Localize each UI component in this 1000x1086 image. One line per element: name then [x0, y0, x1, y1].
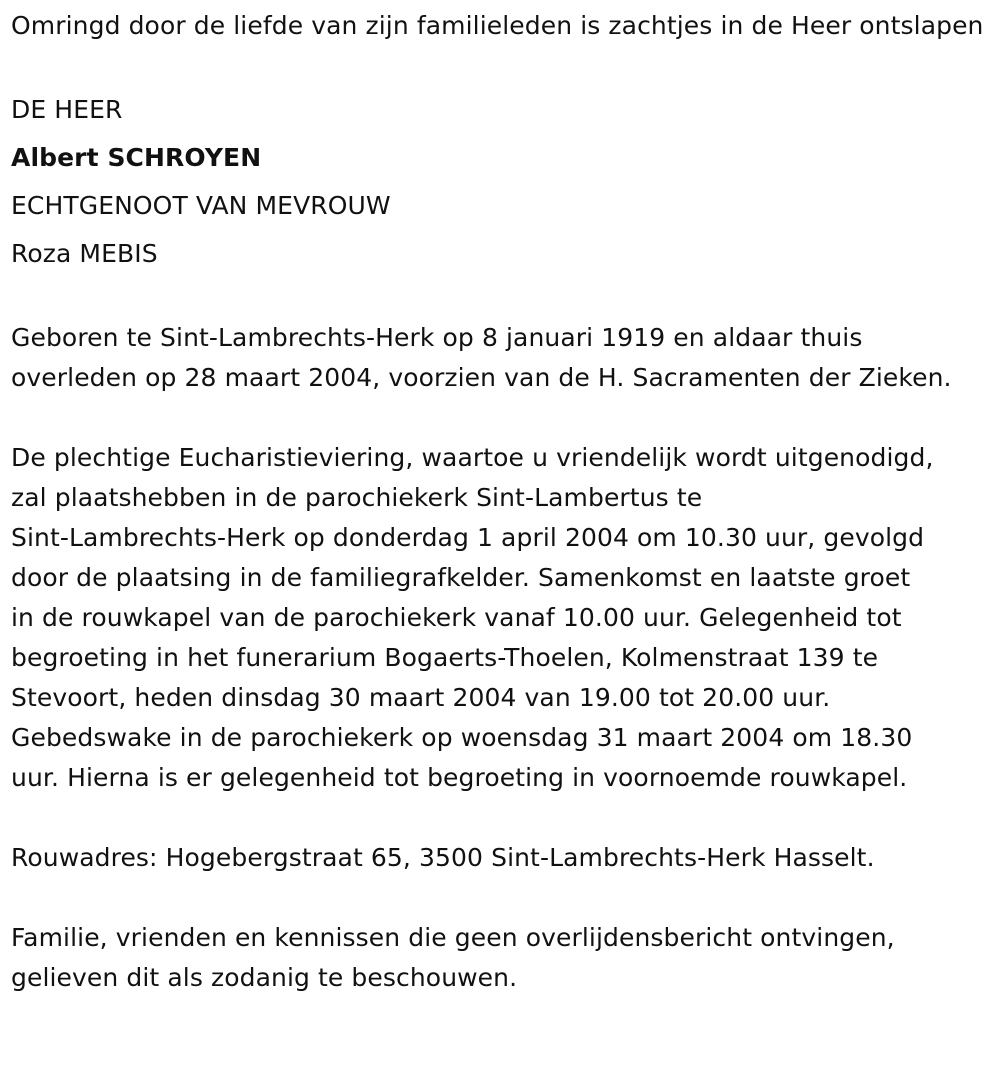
- mourning-address: Rouwadres: Hogebergstraat 65, 3500 Sint-Lambrechts-Herk Hasselt.: [11, 843, 875, 872]
- ceremony-line: door de plaatsing in de familiegrafkelder. Samenkomst en laatste groet: [11, 563, 911, 592]
- title-line: DE HEER: [11, 95, 123, 124]
- closing-text: Familie, vrienden en kennissen die geen overlijdensbericht ontvingen, gelieven dit als zodanig te beschouwen.: [11, 923, 895, 992]
- ceremony-line: uur. Hierna is er gelegenheid tot begroeting in voornoemde rouwkapel.: [11, 763, 908, 792]
- birth-death-paragraph: Geboren te Sint-Lambrechts-Herk op 8 januari 1919 en aldaar thuis overleden op 28 maart 2004, voorzien van de H. Sacramenten der Zieken.: [11, 323, 952, 392]
- ceremony-line: Stevoort, heden dinsdag 30 maart 2004 van 19.00 tot 20.00 uur.: [11, 683, 831, 712]
- deceased-name: Albert SCHROYEN: [11, 143, 262, 172]
- obituary-notice: [11, 6, 991, 998]
- ceremony-line: Gebedswake in de parochiekerk op woensdag 31 maart 2004 om 18.30: [11, 723, 913, 752]
- spouse-line: ECHTGENOOT VAN MEVROUW: [11, 191, 391, 220]
- ceremony-line: in de rouwkapel van de parochiekerk vanaf 10.00 uur. Gelegenheid tot: [11, 603, 902, 632]
- ceremony-paragraph: [11, 438, 991, 798]
- ceremony-line: begroeting in het funerarium Bogaerts-Thoelen, Kolmenstraat 139 te: [11, 643, 879, 672]
- name-block: [11, 86, 991, 278]
- ceremony-line: Sint-Lambrechts-Herk op donderdag 1 april 2004 om 10.30 uur, gevolgd: [11, 523, 925, 552]
- ceremony-line: zal plaatshebben in de parochiekerk Sint-Lambertus te: [11, 483, 703, 512]
- spouse-name: Roza MEBIS: [11, 239, 158, 268]
- ceremony-line: De plechtige Eucharistieviering, waartoe u vriendelijk wordt uitgenodigd,: [11, 443, 934, 472]
- intro-text: Omringd door de liefde van zijn familieleden is zachtjes in de Heer ontslapen: [11, 11, 984, 40]
